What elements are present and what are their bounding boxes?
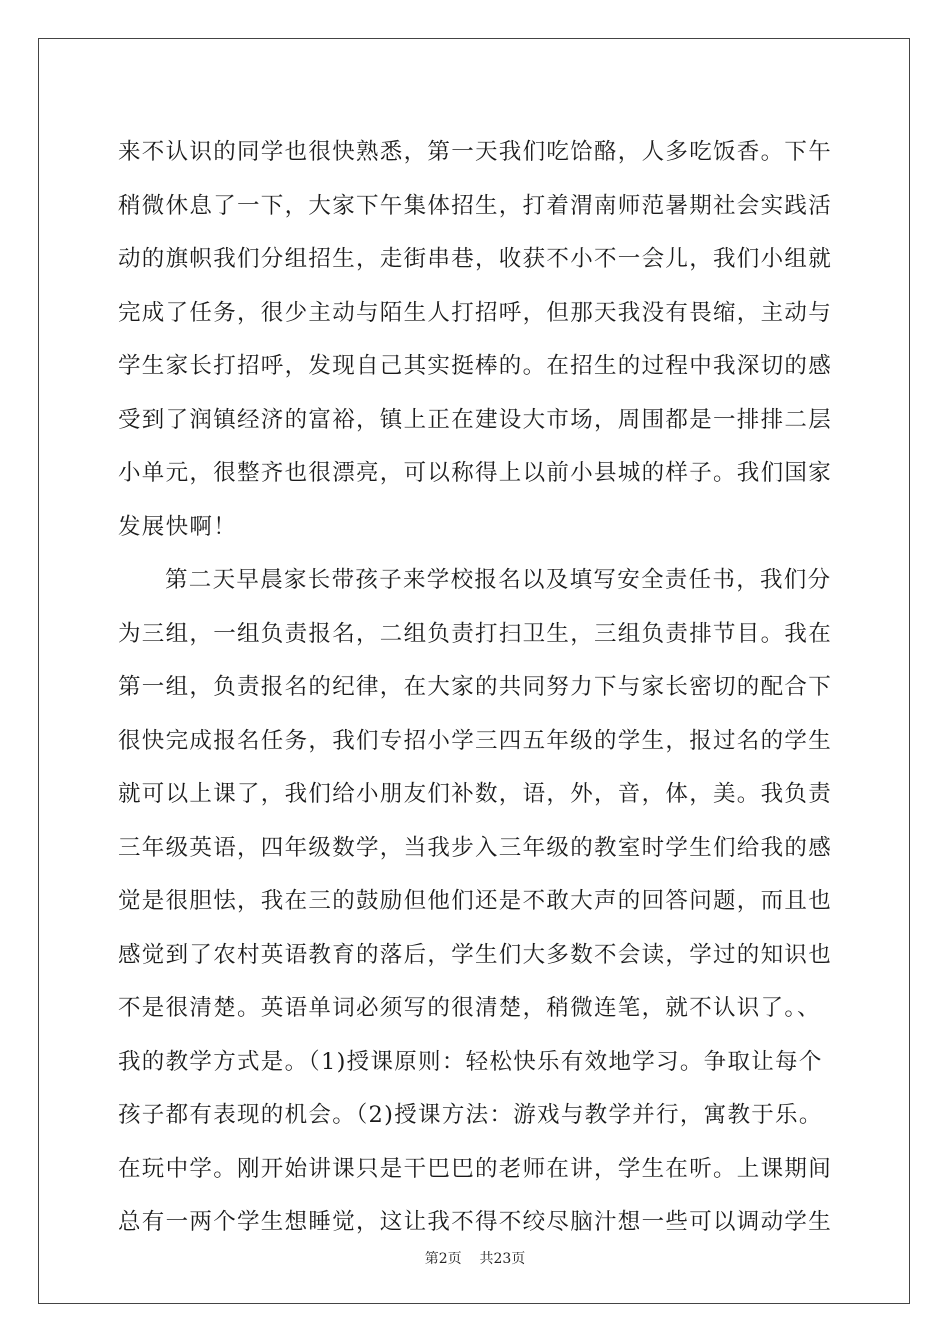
text-line: 不是很清楚。英语单词必须写的很清楚，稍微连笔，就不认识了。、 [118, 995, 821, 1021]
text-line: 发展快啊！ [118, 513, 238, 540]
text-line: 在玩中学。刚开始讲课只是干巴巴的老师在讲，学生在听。上课期间 [118, 1155, 833, 1182]
text-line: 小单元，很整齐也很漂亮，可以称得上以前小县城的样子。我们国家 [118, 460, 833, 486]
text-line: 感觉到了农村英语教育的落后，学生们大多数不会读，学过的知识也 [118, 941, 833, 968]
text-line: 受到了润镇经济的富裕，镇上正在建设大市场，周围都是一排排二层 [118, 406, 833, 433]
document-body [118, 126, 838, 1250]
text-line: 三年级英语，四年级数学，当我步入三年级的教室时学生们给我的感 [118, 834, 833, 861]
page-total: 共23页 [479, 1251, 526, 1267]
text-line: 稍微休息了一下，大家下午集体招生，打着渭南师范暑期社会实践活 [118, 192, 833, 219]
text-line: 第一组，负责报名的纪律，在大家的共同努力下与家长密切的配合下 [118, 674, 833, 700]
text-line: 很快完成报名任务，我们专招小学三四五年级的学生，报过名的学生 [118, 727, 833, 754]
text-line: 就可以上课了，我们给小朋友们补数，语，外，音，体，美。我负责 [118, 781, 833, 807]
text-line: 总有一两个学生想睡觉，这让我不得不绞尽脑汁想一些可以调动学生 [118, 1209, 833, 1235]
text-line: 动的旗帜我们分组招生，走街串巷，收获不小不一会儿，我们小组就 [118, 246, 833, 272]
text-line: 觉是很胆怯，我在三的鼓励但他们还是不敢大声的回答问题，而且也 [118, 888, 833, 914]
page-number: 第2页 [424, 1251, 462, 1267]
text-line: 完成了任务，很少主动与陌生人打招呼，但那天我没有畏缩，主动与 [118, 299, 833, 326]
text-line: 为三组，一组负责报名，二组负责打扫卫生，三组负责排节目。我在 [118, 620, 833, 647]
paragraph-start-line: 第二天早晨家长带孩子来学校报名以及填写安全责任书，我们分 [165, 567, 832, 593]
text-line: 来不认识的同学也很快熟悉，第一天我们吃饸酪，人多吃饭香。下午 [118, 139, 833, 165]
text-line: 学生家长打招呼，发现自己其实挺棒的。在招生的过程中我深切的感 [118, 353, 833, 379]
text-line: 孩子都有表现的机会。（2)授课方法：游戏与教学并行，寓教于乐。 [118, 1102, 823, 1128]
text-line: 我的教学方式是。（1)授课原则：轻松快乐有效地学习。争取让每个 [118, 1048, 823, 1075]
page-footer [0, 1248, 950, 1268]
